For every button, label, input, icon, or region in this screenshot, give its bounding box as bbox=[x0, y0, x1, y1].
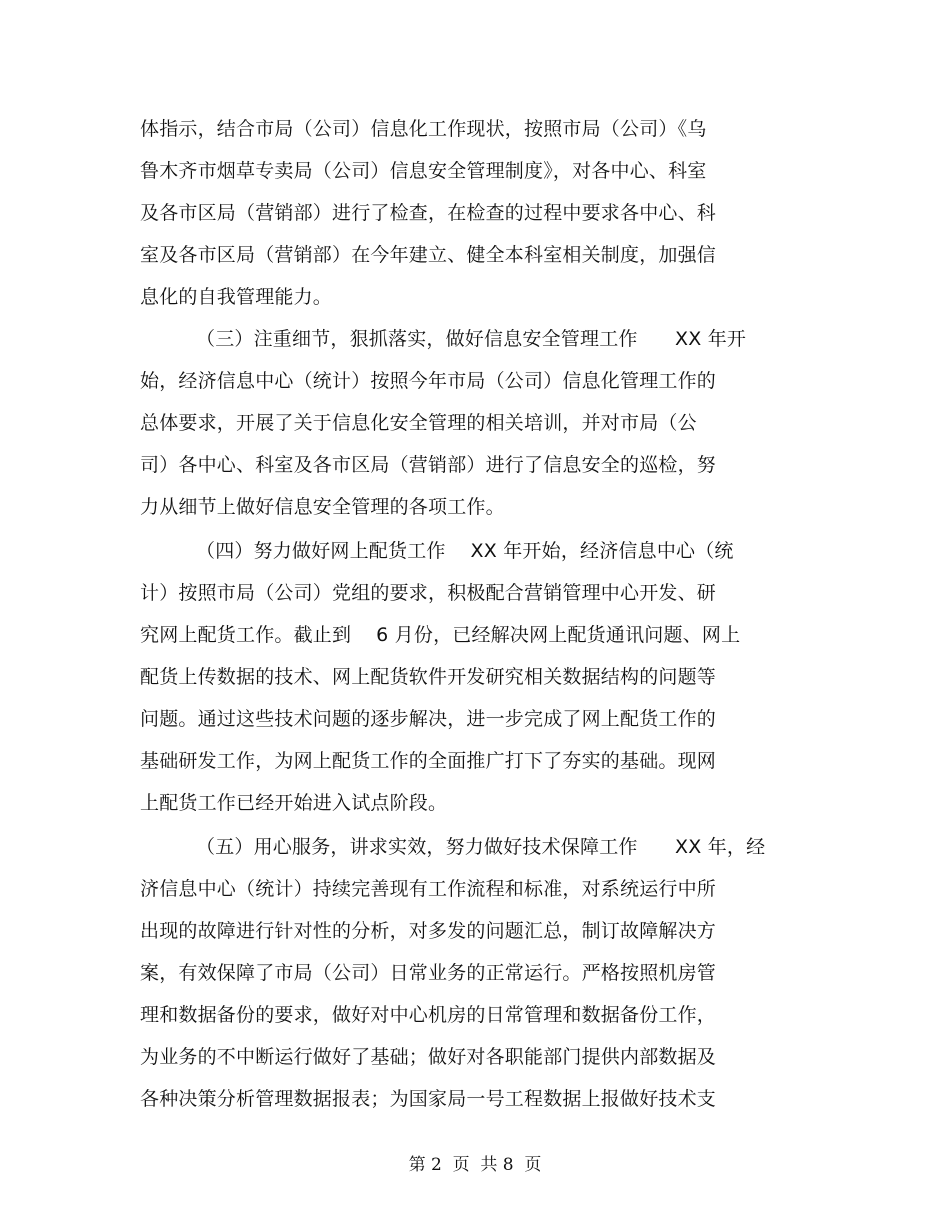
paragraph-line: 案，有效保障了市局（公司）日常业务的正常运行。严格按照机房管 bbox=[140, 962, 717, 984]
paragraph-line: 基础研发工作，为网上配货工作的全面推广打下了夯实的基础。现网 bbox=[140, 750, 717, 772]
paragraph-line: 济信息中心（统计）持续完善现有工作流程和标准，对系统运行中所 bbox=[140, 878, 717, 900]
paragraph-line: 各种决策分析管理数据报表；为国家局一号工程数据上报做好技术支 bbox=[140, 1088, 717, 1110]
paragraph-line: 计）按照市局（公司）党组的要求，积极配合营销管理中心开发、研 bbox=[140, 582, 717, 604]
paragraph-line: 总体要求，开展了关于信息化安全管理的相关培训，并对市局（公 bbox=[140, 412, 697, 434]
paragraph-line: 室及各市区局（营销部）在今年建立、健全本科室相关制度，加强信 bbox=[140, 244, 717, 266]
paragraph-heading-line: （五）用心服务，讲求实效，努力做好技术保障工作 XX 年，经 bbox=[196, 836, 766, 858]
paragraph-line: 配货上传数据的技术、网上配货软件开发研究相关数据结构的问题等 bbox=[140, 666, 717, 688]
paragraph-line: 为业务的不中断运行做好了基础；做好对各职能部门提供内部数据及 bbox=[140, 1046, 717, 1068]
paragraph-heading-line: （四）努力做好网上配货工作 XX 年开始，经济信息中心（统 bbox=[196, 540, 734, 562]
paragraph-line: 究网上配货工作。截止到 6 月份，已经解决网上配货通讯问题、网上 bbox=[140, 624, 741, 646]
paragraph-heading-line: （三）注重细节，狠抓落实，做好信息安全管理工作 XX 年开 bbox=[196, 328, 747, 350]
page-number-footer: 第 2 页 共 8 页 bbox=[408, 1155, 542, 1175]
paragraph-line: 及各市区局（营销部）进行了检查，在检查的过程中要求各中心、科 bbox=[140, 202, 717, 224]
paragraph-line: 力从细节上做好信息安全管理的各项工作。 bbox=[140, 496, 505, 518]
paragraph-line: 司）各中心、科室及各市区局（营销部）进行了信息安全的巡检，努 bbox=[140, 454, 717, 476]
paragraph-line: 理和数据备份的要求，做好对中心机房的日常管理和数据备份工作， bbox=[140, 1004, 717, 1026]
paragraph-line: 始，经济信息中心（统计）按照今年市局（公司）信息化管理工作的 bbox=[140, 370, 717, 392]
paragraph-line: 问题。通过这些技术问题的逐步解决，进一步完成了网上配货工作的 bbox=[140, 708, 717, 730]
paragraph-line: 鲁木齐市烟草专卖局（公司）信息安全管理制度》，对各中心、科室 bbox=[140, 160, 707, 182]
paragraph-line: 息化的自我管理能力。 bbox=[140, 286, 333, 308]
paragraph-line: 体指示，结合市局（公司）信息化工作现状，按照市局（公司）《乌 bbox=[140, 118, 707, 140]
paragraph-line: 出现的故障进行针对性的分析，对多发的问题汇总，制订故障解决方 bbox=[140, 920, 717, 942]
paragraph-line: 上配货工作已经开始进入试点阶段。 bbox=[140, 792, 448, 814]
